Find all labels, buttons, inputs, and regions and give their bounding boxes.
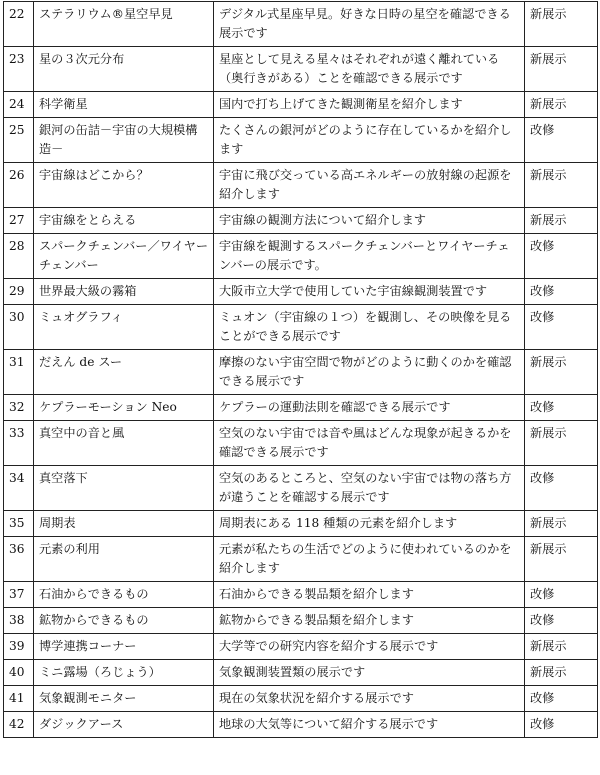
table-row xyxy=(4,421,598,466)
table-row xyxy=(4,660,598,686)
exhibit-number: 30 xyxy=(4,305,34,350)
exhibit-description: 宇宙線の観測方法について紹介します xyxy=(214,208,525,234)
exhibit-description: 周期表にある 118 種類の元素を紹介します xyxy=(214,511,525,537)
exhibit-name: 真空中の音と風 xyxy=(34,421,214,466)
exhibit-name: ケプラーモーション Neo xyxy=(34,395,214,421)
exhibit-number: 27 xyxy=(4,208,34,234)
exhibit-description: 地球の大気等について紹介する展示です xyxy=(214,712,525,738)
table-row xyxy=(4,279,598,305)
table-row xyxy=(4,163,598,208)
exhibit-description: デジタル式星座早見。好きな日時の星空を確認できる展示です xyxy=(214,2,525,47)
table-row xyxy=(4,466,598,511)
exhibit-status: 新展示 xyxy=(525,421,598,466)
exhibit-number: 40 xyxy=(4,660,34,686)
table-row xyxy=(4,712,598,738)
exhibit-status: 新展示 xyxy=(525,634,598,660)
exhibit-status: 改修 xyxy=(525,305,598,350)
exhibit-name: 石油からできるもの xyxy=(34,582,214,608)
table-row xyxy=(4,395,598,421)
exhibit-name: 宇宙線はどこから？ xyxy=(34,163,214,208)
exhibit-description: ミュオン（宇宙線の１つ）を観測し、その映像を見ることができる展示です xyxy=(214,305,525,350)
exhibit-name: 星の３次元分布 xyxy=(34,47,214,92)
exhibit-number: 36 xyxy=(4,537,34,582)
exhibit-status: 改修 xyxy=(525,712,598,738)
exhibit-status: 新展示 xyxy=(525,660,598,686)
table-row xyxy=(4,92,598,118)
exhibit-description: 国内で打ち上げてきた観測衛星を紹介します xyxy=(214,92,525,118)
exhibit-status: 改修 xyxy=(525,466,598,511)
table-row xyxy=(4,350,598,395)
exhibit-number: 42 xyxy=(4,712,34,738)
exhibit-number: 25 xyxy=(4,118,34,163)
exhibit-status: 新展示 xyxy=(525,47,598,92)
exhibit-number: 24 xyxy=(4,92,34,118)
exhibit-name: 宇宙線をとらえる xyxy=(34,208,214,234)
exhibit-description: 気象観測装置類の展示です xyxy=(214,660,525,686)
table-row xyxy=(4,582,598,608)
exhibit-description: 大阪市立大学で使用していた宇宙線観測装置です xyxy=(214,279,525,305)
exhibit-name: ステラリウム®星空早見 xyxy=(34,2,214,47)
exhibit-number: 39 xyxy=(4,634,34,660)
exhibit-name: 真空落下 xyxy=(34,466,214,511)
table-row xyxy=(4,537,598,582)
exhibit-status: 改修 xyxy=(525,279,598,305)
table-row xyxy=(4,511,598,537)
exhibit-status: 新展示 xyxy=(525,92,598,118)
exhibit-status: 新展示 xyxy=(525,2,598,47)
exhibit-name: スパークチェンバー／ワイヤーチェンバー xyxy=(34,234,214,279)
exhibit-number: 38 xyxy=(4,608,34,634)
exhibit-description: 石油からできる製品類を紹介します xyxy=(214,582,525,608)
table-row xyxy=(4,686,598,712)
exhibit-description: たくさんの銀河がどのように存在しているかを紹介します xyxy=(214,118,525,163)
exhibit-status: 改修 xyxy=(525,234,598,279)
exhibit-number: 26 xyxy=(4,163,34,208)
table-row xyxy=(4,2,598,47)
exhibit-status: 改修 xyxy=(525,582,598,608)
exhibit-number: 37 xyxy=(4,582,34,608)
exhibit-description: 空気のない宇宙では音や風はどんな現象が起きるかを確認できる展示です xyxy=(214,421,525,466)
exhibit-description: 摩擦のない宇宙空間で物がどのように動くのかを確認できる展示です xyxy=(214,350,525,395)
exhibit-status: 改修 xyxy=(525,686,598,712)
table-row xyxy=(4,608,598,634)
table-row xyxy=(4,305,598,350)
table-row xyxy=(4,208,598,234)
table-row xyxy=(4,234,598,279)
exhibit-status: 新展示 xyxy=(525,163,598,208)
exhibit-status: 新展示 xyxy=(525,350,598,395)
exhibit-description: 大学等での研究内容を紹介する展示です xyxy=(214,634,525,660)
table-row xyxy=(4,47,598,92)
exhibit-name: ダジックアース xyxy=(34,712,214,738)
exhibit-description: 星座として見える星々はそれぞれが遠く離れている（奥行きがある）ことを確認できる展示です xyxy=(214,47,525,92)
exhibit-status: 新展示 xyxy=(525,208,598,234)
exhibit-description: 鉱物からできる製品類を紹介します xyxy=(214,608,525,634)
exhibit-name: だえん de スー xyxy=(34,350,214,395)
exhibit-number: 29 xyxy=(4,279,34,305)
exhibit-status: 改修 xyxy=(525,118,598,163)
exhibit-status: 新展示 xyxy=(525,511,598,537)
exhibit-table xyxy=(3,1,598,738)
exhibit-description: 宇宙に飛び交っている高エネルギーの放射線の起源を紹介します xyxy=(214,163,525,208)
exhibit-name: ミニ露場（ろじょう） xyxy=(34,660,214,686)
exhibit-number: 41 xyxy=(4,686,34,712)
exhibit-number: 33 xyxy=(4,421,34,466)
exhibit-number: 22 xyxy=(4,2,34,47)
exhibit-description: 元素が私たちの生活でどのように使われているのかを紹介します xyxy=(214,537,525,582)
exhibit-number: 35 xyxy=(4,511,34,537)
exhibit-name: 世界最大級の霧箱 xyxy=(34,279,214,305)
exhibit-description: 宇宙線を観測するスパークチェンバーとワイヤーチェンバーの展示です。 xyxy=(214,234,525,279)
exhibit-status: 改修 xyxy=(525,608,598,634)
exhibit-name: 気象観測モニター xyxy=(34,686,214,712)
exhibit-name: 鉱物からできるもの xyxy=(34,608,214,634)
exhibit-description: ケプラーの運動法則を確認できる展示です xyxy=(214,395,525,421)
exhibit-name: 科学衛星 xyxy=(34,92,214,118)
exhibit-table-body xyxy=(4,2,598,738)
exhibit-status: 新展示 xyxy=(525,537,598,582)
exhibit-number: 34 xyxy=(4,466,34,511)
exhibit-number: 31 xyxy=(4,350,34,395)
exhibit-name: 周期表 xyxy=(34,511,214,537)
exhibit-number: 23 xyxy=(4,47,34,92)
exhibit-status: 改修 xyxy=(525,395,598,421)
exhibit-number: 32 xyxy=(4,395,34,421)
exhibit-number: 28 xyxy=(4,234,34,279)
exhibit-name: 元素の利用 xyxy=(34,537,214,582)
table-row xyxy=(4,634,598,660)
exhibit-name: 銀河の缶詰－宇宙の大規模構造－ xyxy=(34,118,214,163)
exhibit-description: 現在の気象状況を紹介する展示です xyxy=(214,686,525,712)
exhibit-name: ミュオグラフィ xyxy=(34,305,214,350)
exhibit-description: 空気のあるところと、空気のない宇宙では物の落ち方が違うことを確認する展示です xyxy=(214,466,525,511)
table-row xyxy=(4,118,598,163)
exhibit-name: 博学連携コーナー xyxy=(34,634,214,660)
